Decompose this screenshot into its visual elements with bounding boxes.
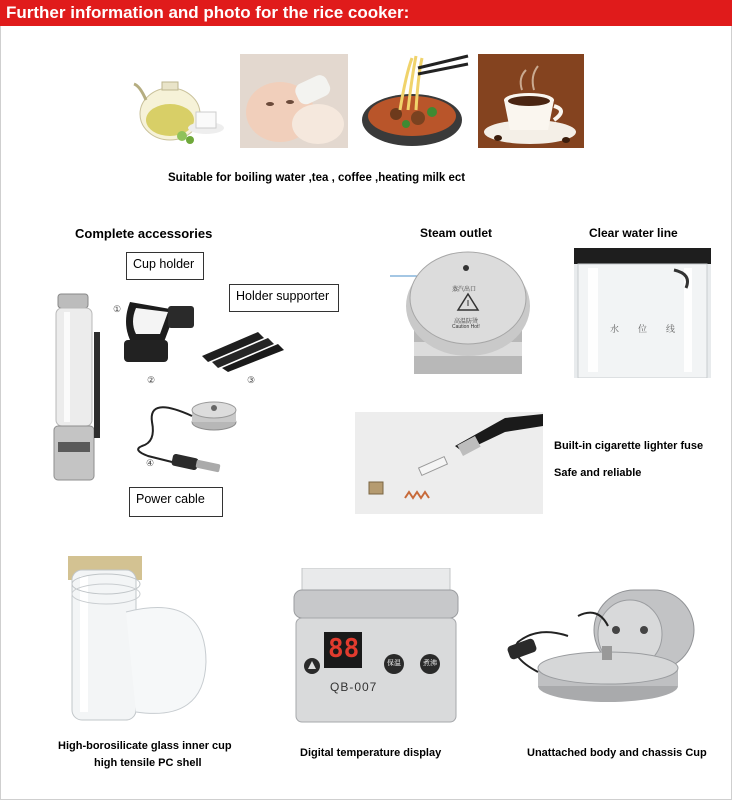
power-cable-label: Power cable: [136, 492, 205, 506]
usage-caption: Suitable for boiling water ,tea , coffee ,heating milk ect: [168, 172, 466, 184]
marker-4: ④: [146, 458, 155, 468]
tea-photo: [130, 56, 230, 148]
steam-outlet-image: [390, 246, 540, 380]
steam-lid-text-2: 高温防烫: [454, 319, 479, 325]
display-caption: Digital temperature display: [300, 747, 442, 759]
fuse-line-2: Safe and reliable: [554, 467, 642, 479]
water-mark-1: 水: [610, 324, 620, 334]
steam-lid-text-1: 蒸汽出口: [452, 287, 477, 293]
glass-caption-2: high tensile PC shell: [94, 757, 202, 769]
marker-1: ①: [113, 304, 122, 314]
coffee-photo: [478, 54, 584, 148]
header-bar: [0, 0, 732, 26]
holder-supporter-label: Holder supporter: [236, 289, 330, 303]
water-mark-2: 位: [638, 324, 648, 334]
fuse-line-1: Built-in cigarette lighter fuse: [554, 440, 704, 452]
model-label: QB-007: [330, 680, 378, 694]
chassis-caption: Unattached body and chassis Cup: [527, 747, 707, 759]
glass-caption-1: High-borosilicate glass inner cup: [58, 740, 232, 752]
glass-cup-image: [66, 552, 216, 732]
header-title: Further information and photo for the rice cooker:: [6, 3, 410, 22]
cup-holder-label: Cup holder: [133, 257, 195, 271]
cooker-bottle-image: [50, 292, 110, 484]
holder-supporter-image: [198, 322, 288, 372]
digital-display-image: [290, 568, 462, 728]
water-line-heading: Clear water line: [589, 226, 678, 240]
display-digits: 88: [328, 634, 360, 664]
holder-supporter-label-box: [229, 284, 339, 312]
display-button-1: 保温: [387, 660, 401, 667]
baby-photo: [240, 54, 348, 148]
cup-holder-label-box: [126, 252, 204, 280]
water-line-image: [574, 248, 711, 378]
power-cable-image: [128, 392, 238, 478]
steam-heading: Steam outlet: [420, 226, 493, 240]
noodles-photo: [360, 54, 470, 148]
marker-2: ②: [147, 375, 156, 385]
fuse-image: [355, 412, 543, 514]
cup-holder-image: [118, 292, 198, 368]
steam-lid-text-3: Caution Hot!: [452, 324, 480, 330]
water-mark-3: 线: [666, 324, 676, 334]
accessories-heading: Complete accessories: [75, 226, 213, 241]
chassis-image: [498, 586, 712, 726]
power-cable-label-box: [129, 487, 223, 517]
display-button-2: 煮沸: [423, 660, 437, 667]
marker-3: ③: [247, 375, 256, 385]
